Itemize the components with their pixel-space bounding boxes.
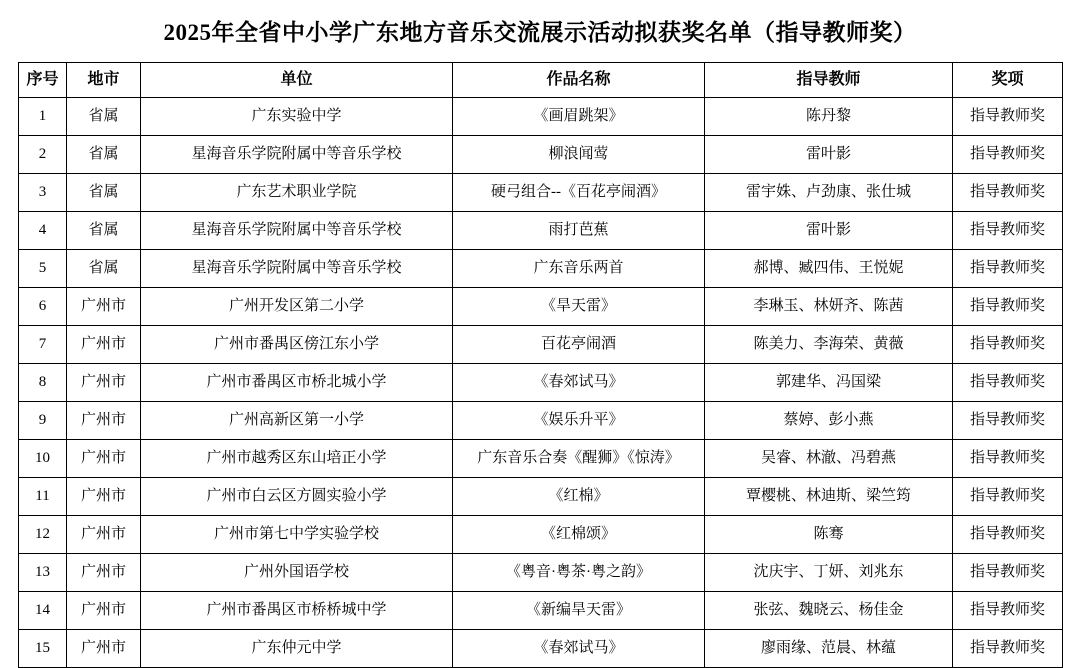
cell-award: 指导教师奖 xyxy=(953,135,1063,173)
cell-unit: 广东仲元中学 xyxy=(141,629,453,667)
cell-work: 《旱天雷》 xyxy=(453,287,705,325)
column-header-no: 序号 xyxy=(19,62,67,97)
cell-no: 1 xyxy=(19,97,67,135)
column-header-award: 奖项 xyxy=(953,62,1063,97)
cell-no: 14 xyxy=(19,591,67,629)
cell-award: 指导教师奖 xyxy=(953,173,1063,211)
cell-city: 广州市 xyxy=(67,553,141,591)
cell-unit: 广东艺术职业学院 xyxy=(141,173,453,211)
table-row xyxy=(19,173,1063,211)
cell-city: 广州市 xyxy=(67,325,141,363)
cell-unit: 星海音乐学院附属中等音乐学校 xyxy=(141,135,453,173)
column-header-work: 作品名称 xyxy=(453,62,705,97)
cell-city: 广州市 xyxy=(67,477,141,515)
cell-award: 指导教师奖 xyxy=(953,249,1063,287)
cell-no: 7 xyxy=(19,325,67,363)
cell-unit: 广州市第七中学实验学校 xyxy=(141,515,453,553)
cell-work: 硬弓组合--《百花亭闹酒》 xyxy=(453,173,705,211)
cell-teacher: 蔡婷、彭小燕 xyxy=(705,401,953,439)
award-list-table xyxy=(18,62,1063,668)
table-row xyxy=(19,135,1063,173)
table-row xyxy=(19,629,1063,667)
table-row xyxy=(19,591,1063,629)
table-body xyxy=(19,97,1063,667)
cell-teacher: 陈骞 xyxy=(705,515,953,553)
cell-no: 3 xyxy=(19,173,67,211)
cell-award: 指导教师奖 xyxy=(953,287,1063,325)
cell-teacher: 陈美力、李海荣、黄薇 xyxy=(705,325,953,363)
cell-city: 广州市 xyxy=(67,515,141,553)
cell-unit: 星海音乐学院附属中等音乐学校 xyxy=(141,249,453,287)
cell-teacher: 吴睿、林澈、冯碧燕 xyxy=(705,439,953,477)
cell-unit: 广州市番禺区市桥北城小学 xyxy=(141,363,453,401)
cell-work: 《春郊试马》 xyxy=(453,363,705,401)
cell-unit: 星海音乐学院附属中等音乐学校 xyxy=(141,211,453,249)
table-row xyxy=(19,477,1063,515)
cell-unit: 广州开发区第二小学 xyxy=(141,287,453,325)
cell-city: 广州市 xyxy=(67,591,141,629)
cell-no: 8 xyxy=(19,363,67,401)
cell-city: 省属 xyxy=(67,135,141,173)
cell-work: 《新编旱天雷》 xyxy=(453,591,705,629)
cell-award: 指导教师奖 xyxy=(953,515,1063,553)
table-row xyxy=(19,363,1063,401)
cell-city: 省属 xyxy=(67,249,141,287)
cell-unit: 广州外国语学校 xyxy=(141,553,453,591)
cell-no: 10 xyxy=(19,439,67,477)
cell-teacher: 张弦、魏晓云、杨佳金 xyxy=(705,591,953,629)
table-row xyxy=(19,325,1063,363)
cell-city: 广州市 xyxy=(67,363,141,401)
cell-city: 广州市 xyxy=(67,629,141,667)
cell-award: 指导教师奖 xyxy=(953,591,1063,629)
cell-work: 柳浪闻莺 xyxy=(453,135,705,173)
cell-unit: 广州高新区第一小学 xyxy=(141,401,453,439)
cell-teacher: 沈庆宇、丁妍、刘兆东 xyxy=(705,553,953,591)
cell-work: 《红棉》 xyxy=(453,477,705,515)
cell-work: 《画眉跳架》 xyxy=(453,97,705,135)
cell-work: 雨打芭蕉 xyxy=(453,211,705,249)
cell-city: 广州市 xyxy=(67,287,141,325)
column-header-city: 地市 xyxy=(67,62,141,97)
table-header-row xyxy=(19,62,1063,97)
cell-work: 广东音乐两首 xyxy=(453,249,705,287)
cell-city: 省属 xyxy=(67,173,141,211)
cell-award: 指导教师奖 xyxy=(953,325,1063,363)
cell-no: 4 xyxy=(19,211,67,249)
table-row xyxy=(19,401,1063,439)
cell-teacher: 郝博、臧四伟、王悦妮 xyxy=(705,249,953,287)
cell-work: 《粤音·粤茶·粤之韵》 xyxy=(453,553,705,591)
cell-no: 15 xyxy=(19,629,67,667)
cell-unit: 广东实验中学 xyxy=(141,97,453,135)
column-header-unit: 单位 xyxy=(141,62,453,97)
cell-unit: 广州市番禺区市桥桥城中学 xyxy=(141,591,453,629)
column-header-teacher: 指导教师 xyxy=(705,62,953,97)
cell-award: 指导教师奖 xyxy=(953,629,1063,667)
cell-unit: 广州市白云区方圆实验小学 xyxy=(141,477,453,515)
cell-city: 广州市 xyxy=(67,439,141,477)
cell-work: 广东音乐合奏《醒狮》《惊涛》 xyxy=(453,439,705,477)
table-row xyxy=(19,287,1063,325)
table-row xyxy=(19,211,1063,249)
page-title: 2025年全省中小学广东地方音乐交流展示活动拟获奖名单（指导教师奖） xyxy=(163,20,917,45)
cell-unit: 广州市番禺区傍江东小学 xyxy=(141,325,453,363)
cell-city: 省属 xyxy=(67,97,141,135)
cell-work: 百花亭闹酒 xyxy=(453,325,705,363)
cell-award: 指导教师奖 xyxy=(953,211,1063,249)
cell-teacher: 廖雨缘、范晨、林蕴 xyxy=(705,629,953,667)
table-row xyxy=(19,97,1063,135)
cell-work: 《娱乐升平》 xyxy=(453,401,705,439)
cell-city: 省属 xyxy=(67,211,141,249)
cell-no: 13 xyxy=(19,553,67,591)
table-header xyxy=(19,62,1063,97)
cell-work: 《春郊试马》 xyxy=(453,629,705,667)
cell-teacher: 雷叶影 xyxy=(705,211,953,249)
table-row xyxy=(19,515,1063,553)
cell-award: 指导教师奖 xyxy=(953,401,1063,439)
cell-no: 12 xyxy=(19,515,67,553)
cell-teacher: 覃樱桃、林迪斯、梁竺筠 xyxy=(705,477,953,515)
table-row xyxy=(19,553,1063,591)
cell-award: 指导教师奖 xyxy=(953,363,1063,401)
cell-award: 指导教师奖 xyxy=(953,97,1063,135)
cell-unit: 广州市越秀区东山培正小学 xyxy=(141,439,453,477)
cell-award: 指导教师奖 xyxy=(953,553,1063,591)
cell-teacher: 郭建华、冯国梁 xyxy=(705,363,953,401)
cell-work: 《红棉颂》 xyxy=(453,515,705,553)
table-container xyxy=(0,62,1080,668)
cell-no: 2 xyxy=(19,135,67,173)
cell-city: 广州市 xyxy=(67,401,141,439)
cell-no: 5 xyxy=(19,249,67,287)
cell-teacher: 李琳玉、林妍齐、陈茜 xyxy=(705,287,953,325)
cell-no: 6 xyxy=(19,287,67,325)
cell-teacher: 雷宇姝、卢劲康、张仕城 xyxy=(705,173,953,211)
table-row xyxy=(19,439,1063,477)
table-row xyxy=(19,249,1063,287)
cell-no: 9 xyxy=(19,401,67,439)
cell-teacher: 雷叶影 xyxy=(705,135,953,173)
cell-no: 11 xyxy=(19,477,67,515)
cell-award: 指导教师奖 xyxy=(953,477,1063,515)
cell-award: 指导教师奖 xyxy=(953,439,1063,477)
cell-teacher: 陈丹黎 xyxy=(705,97,953,135)
